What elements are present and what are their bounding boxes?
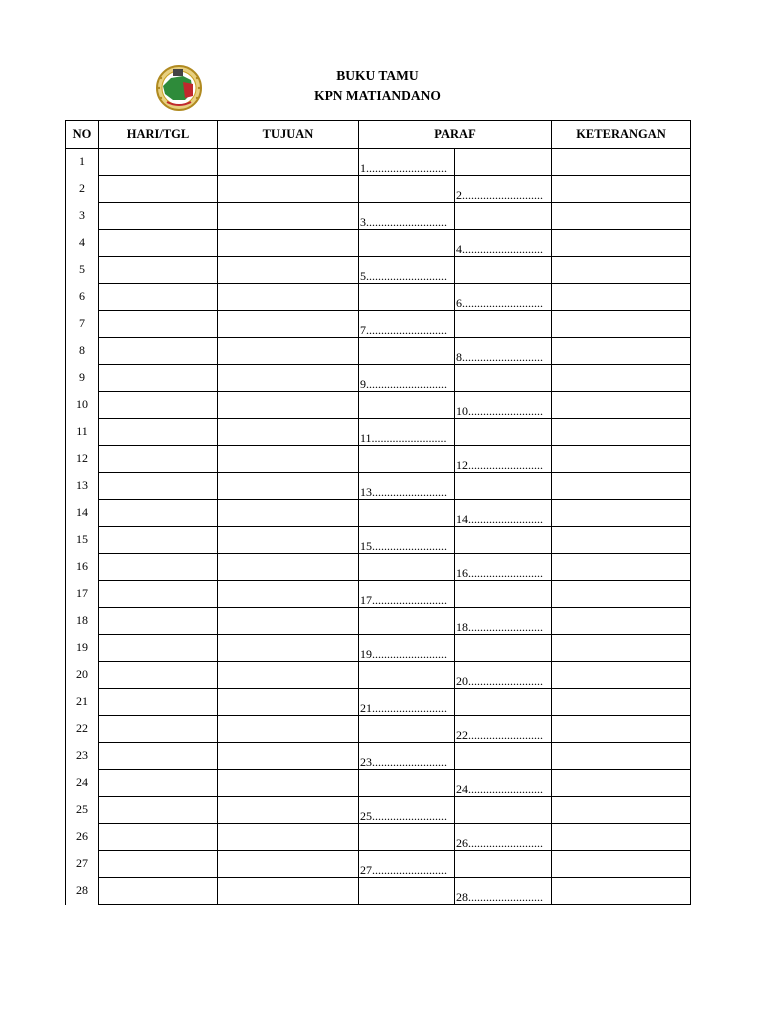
notes-cell[interactable]: [552, 284, 691, 311]
row-number: 1: [66, 149, 99, 176]
signature-line-left[interactable]: 13.........................: [359, 473, 455, 500]
signature-blank-left[interactable]: [359, 446, 455, 473]
table-row: [66, 473, 691, 500]
signature-blank-left[interactable]: [359, 176, 455, 203]
purpose-cell[interactable]: [218, 149, 359, 176]
signature-line-left[interactable]: 23.........................: [359, 743, 455, 770]
signature-line-right[interactable]: 14.........................: [455, 500, 552, 527]
date-cell[interactable]: [99, 770, 218, 797]
signature-line-left[interactable]: 3...........................: [359, 203, 455, 230]
notes-cell[interactable]: [552, 473, 691, 500]
purpose-cell[interactable]: [218, 203, 359, 230]
date-cell[interactable]: [99, 824, 218, 851]
row-number: 11: [66, 419, 99, 446]
table-row: [66, 311, 691, 338]
signature-blank-right[interactable]: [455, 149, 552, 176]
signature-line-right[interactable]: 28.........................: [455, 878, 552, 905]
row-number: 3: [66, 203, 99, 230]
purpose-cell[interactable]: [218, 257, 359, 284]
row-number: 8: [66, 338, 99, 365]
date-cell[interactable]: [99, 554, 218, 581]
notes-cell[interactable]: [552, 608, 691, 635]
purpose-cell[interactable]: [218, 338, 359, 365]
row-number: 10: [66, 392, 99, 419]
signature-blank-left[interactable]: [359, 500, 455, 527]
signature-blank-right[interactable]: [455, 581, 552, 608]
document-header: [0, 64, 768, 114]
table-row: [66, 608, 691, 635]
purpose-cell[interactable]: [218, 635, 359, 662]
purpose-cell[interactable]: [218, 176, 359, 203]
guest-book-table: [65, 120, 691, 905]
table-row: [66, 770, 691, 797]
table-row: [66, 878, 691, 905]
purpose-cell[interactable]: [218, 527, 359, 554]
signature-blank-left[interactable]: [359, 824, 455, 851]
signature-blank-left[interactable]: [359, 554, 455, 581]
notes-cell[interactable]: [552, 338, 691, 365]
date-cell[interactable]: [99, 878, 218, 905]
table-row: [66, 149, 691, 176]
row-number: 2: [66, 176, 99, 203]
signature-line-right[interactable]: 22.........................: [455, 716, 552, 743]
purpose-cell[interactable]: [218, 851, 359, 878]
column-header-purpose: TUJUAN: [218, 121, 359, 149]
notes-cell[interactable]: [552, 527, 691, 554]
purpose-cell[interactable]: [218, 230, 359, 257]
signature-blank-left[interactable]: [359, 608, 455, 635]
purpose-cell[interactable]: [218, 392, 359, 419]
table-row: [66, 203, 691, 230]
notes-cell[interactable]: [552, 176, 691, 203]
table-row: [66, 527, 691, 554]
signature-line-right[interactable]: 26.........................: [455, 824, 552, 851]
signature-line-right[interactable]: 2...........................: [455, 176, 552, 203]
notes-cell[interactable]: [552, 662, 691, 689]
notes-cell[interactable]: [552, 635, 691, 662]
row-number: 25: [66, 797, 99, 824]
table-row: [66, 392, 691, 419]
purpose-cell[interactable]: [218, 824, 359, 851]
signature-line-right[interactable]: 24.........................: [455, 770, 552, 797]
date-cell[interactable]: [99, 743, 218, 770]
signature-line-left[interactable]: 5...........................: [359, 257, 455, 284]
date-cell[interactable]: [99, 446, 218, 473]
table-row: [66, 851, 691, 878]
purpose-cell[interactable]: [218, 662, 359, 689]
row-number: 13: [66, 473, 99, 500]
notes-cell[interactable]: [552, 878, 691, 905]
signature-blank-left[interactable]: [359, 338, 455, 365]
table-row: [66, 689, 691, 716]
notes-cell[interactable]: [552, 689, 691, 716]
notes-cell[interactable]: [552, 365, 691, 392]
row-number: 20: [66, 662, 99, 689]
table-row: [66, 581, 691, 608]
notes-cell[interactable]: [552, 392, 691, 419]
table-header-row: [66, 121, 691, 149]
notes-cell[interactable]: [552, 257, 691, 284]
date-cell[interactable]: [99, 473, 218, 500]
notes-cell[interactable]: [552, 419, 691, 446]
table-row: [66, 500, 691, 527]
table-row: [66, 176, 691, 203]
purpose-cell[interactable]: [218, 554, 359, 581]
date-cell[interactable]: [99, 284, 218, 311]
date-cell[interactable]: [99, 203, 218, 230]
notes-cell[interactable]: [552, 149, 691, 176]
notes-cell[interactable]: [552, 824, 691, 851]
row-number: 16: [66, 554, 99, 581]
column-header-signature: PARAF: [359, 121, 552, 149]
signature-blank-right[interactable]: [455, 743, 552, 770]
purpose-cell[interactable]: [218, 446, 359, 473]
signature-line-left[interactable]: 7...........................: [359, 311, 455, 338]
table-row: [66, 419, 691, 446]
signature-blank-right[interactable]: [455, 473, 552, 500]
signature-blank-right[interactable]: [455, 365, 552, 392]
date-cell[interactable]: [99, 311, 218, 338]
date-cell[interactable]: [99, 230, 218, 257]
date-cell[interactable]: [99, 689, 218, 716]
purpose-cell[interactable]: [218, 581, 359, 608]
table-row: [66, 446, 691, 473]
table-row: [66, 743, 691, 770]
purpose-cell[interactable]: [218, 419, 359, 446]
signature-line-right[interactable]: 8...........................: [455, 338, 552, 365]
row-number: 18: [66, 608, 99, 635]
signature-line-right[interactable]: 18.........................: [455, 608, 552, 635]
date-cell[interactable]: [99, 176, 218, 203]
table-row: [66, 284, 691, 311]
signature-blank-right[interactable]: [455, 689, 552, 716]
notes-cell[interactable]: [552, 851, 691, 878]
purpose-cell[interactable]: [218, 500, 359, 527]
organization-name: KPN MATIANDANO: [314, 88, 441, 103]
column-header-date: HARI/TGL: [99, 121, 218, 149]
row-number: 7: [66, 311, 99, 338]
notes-cell[interactable]: [552, 203, 691, 230]
table-row: [66, 338, 691, 365]
date-cell[interactable]: [99, 662, 218, 689]
date-cell[interactable]: [99, 797, 218, 824]
row-number: 21: [66, 689, 99, 716]
signature-line-left[interactable]: 21.........................: [359, 689, 455, 716]
signature-line-right[interactable]: 6...........................: [455, 284, 552, 311]
notes-cell[interactable]: [552, 716, 691, 743]
signature-line-left[interactable]: 11.........................: [359, 419, 455, 446]
notes-cell[interactable]: [552, 500, 691, 527]
signature-line-right[interactable]: 16.........................: [455, 554, 552, 581]
notes-cell[interactable]: [552, 311, 691, 338]
signature-blank-right[interactable]: [455, 311, 552, 338]
signature-blank-right[interactable]: [455, 527, 552, 554]
table-row: [66, 554, 691, 581]
signature-line-right[interactable]: 4...........................: [455, 230, 552, 257]
date-cell[interactable]: [99, 581, 218, 608]
row-number: 26: [66, 824, 99, 851]
purpose-cell[interactable]: [218, 743, 359, 770]
row-number: 6: [66, 284, 99, 311]
signature-blank-left[interactable]: [359, 284, 455, 311]
notes-cell[interactable]: [552, 770, 691, 797]
column-header-no: NO: [66, 121, 99, 149]
purpose-cell[interactable]: [218, 473, 359, 500]
date-cell[interactable]: [99, 608, 218, 635]
table-row: [66, 797, 691, 824]
date-cell[interactable]: [99, 716, 218, 743]
row-number: 4: [66, 230, 99, 257]
purpose-cell[interactable]: [218, 797, 359, 824]
row-number: 9: [66, 365, 99, 392]
notes-cell[interactable]: [552, 581, 691, 608]
purpose-cell[interactable]: [218, 608, 359, 635]
signature-blank-left[interactable]: [359, 770, 455, 797]
signature-line-right[interactable]: 12.........................: [455, 446, 552, 473]
row-number: 23: [66, 743, 99, 770]
date-cell[interactable]: [99, 338, 218, 365]
date-cell[interactable]: [99, 365, 218, 392]
signature-blank-right[interactable]: [455, 257, 552, 284]
date-cell[interactable]: [99, 851, 218, 878]
signature-line-left[interactable]: 15.........................: [359, 527, 455, 554]
signature-blank-left[interactable]: [359, 716, 455, 743]
signature-line-left[interactable]: 19.........................: [359, 635, 455, 662]
table-row: [66, 230, 691, 257]
signature-line-left[interactable]: 27.........................: [359, 851, 455, 878]
signature-blank-right[interactable]: [455, 851, 552, 878]
signature-blank-left[interactable]: [359, 662, 455, 689]
signature-blank-right[interactable]: [455, 797, 552, 824]
signature-line-left[interactable]: 25.........................: [359, 797, 455, 824]
table-row: [66, 635, 691, 662]
date-cell[interactable]: [99, 257, 218, 284]
date-cell[interactable]: [99, 500, 218, 527]
document-title: BUKU TAMU: [336, 68, 419, 83]
signature-line-left[interactable]: 1...........................: [359, 149, 455, 176]
row-number: 24: [66, 770, 99, 797]
signature-blank-right[interactable]: [455, 203, 552, 230]
table-row: [66, 716, 691, 743]
row-number: 12: [66, 446, 99, 473]
row-number: 28: [66, 878, 99, 905]
date-cell[interactable]: [99, 149, 218, 176]
signature-line-right[interactable]: 10.........................: [455, 392, 552, 419]
notes-cell[interactable]: [552, 446, 691, 473]
date-cell[interactable]: [99, 635, 218, 662]
row-number: 27: [66, 851, 99, 878]
signature-blank-left[interactable]: [359, 878, 455, 905]
row-number: 15: [66, 527, 99, 554]
notes-cell[interactable]: [552, 554, 691, 581]
column-header-notes: KETERANGAN: [552, 121, 691, 149]
row-number: 5: [66, 257, 99, 284]
table-row: [66, 824, 691, 851]
row-number: 19: [66, 635, 99, 662]
purpose-cell[interactable]: [218, 716, 359, 743]
notes-cell[interactable]: [552, 230, 691, 257]
signature-line-left[interactable]: 9...........................: [359, 365, 455, 392]
row-number: 17: [66, 581, 99, 608]
signature-line-right[interactable]: 20.........................: [455, 662, 552, 689]
purpose-cell[interactable]: [218, 878, 359, 905]
signature-blank-left[interactable]: [359, 230, 455, 257]
table-row: [66, 365, 691, 392]
date-cell[interactable]: [99, 527, 218, 554]
signature-blank-left[interactable]: [359, 392, 455, 419]
purpose-cell[interactable]: [218, 689, 359, 716]
signature-line-left[interactable]: 17.........................: [359, 581, 455, 608]
signature-blank-right[interactable]: [455, 635, 552, 662]
purpose-cell[interactable]: [218, 365, 359, 392]
purpose-cell[interactable]: [218, 284, 359, 311]
purpose-cell[interactable]: [218, 770, 359, 797]
row-number: 22: [66, 716, 99, 743]
signature-blank-right[interactable]: [455, 419, 552, 446]
table-row: [66, 257, 691, 284]
notes-cell[interactable]: [552, 797, 691, 824]
date-cell[interactable]: [99, 419, 218, 446]
date-cell[interactable]: [99, 392, 218, 419]
notes-cell[interactable]: [552, 743, 691, 770]
purpose-cell[interactable]: [218, 311, 359, 338]
table-row: [66, 662, 691, 689]
row-number: 14: [66, 500, 99, 527]
